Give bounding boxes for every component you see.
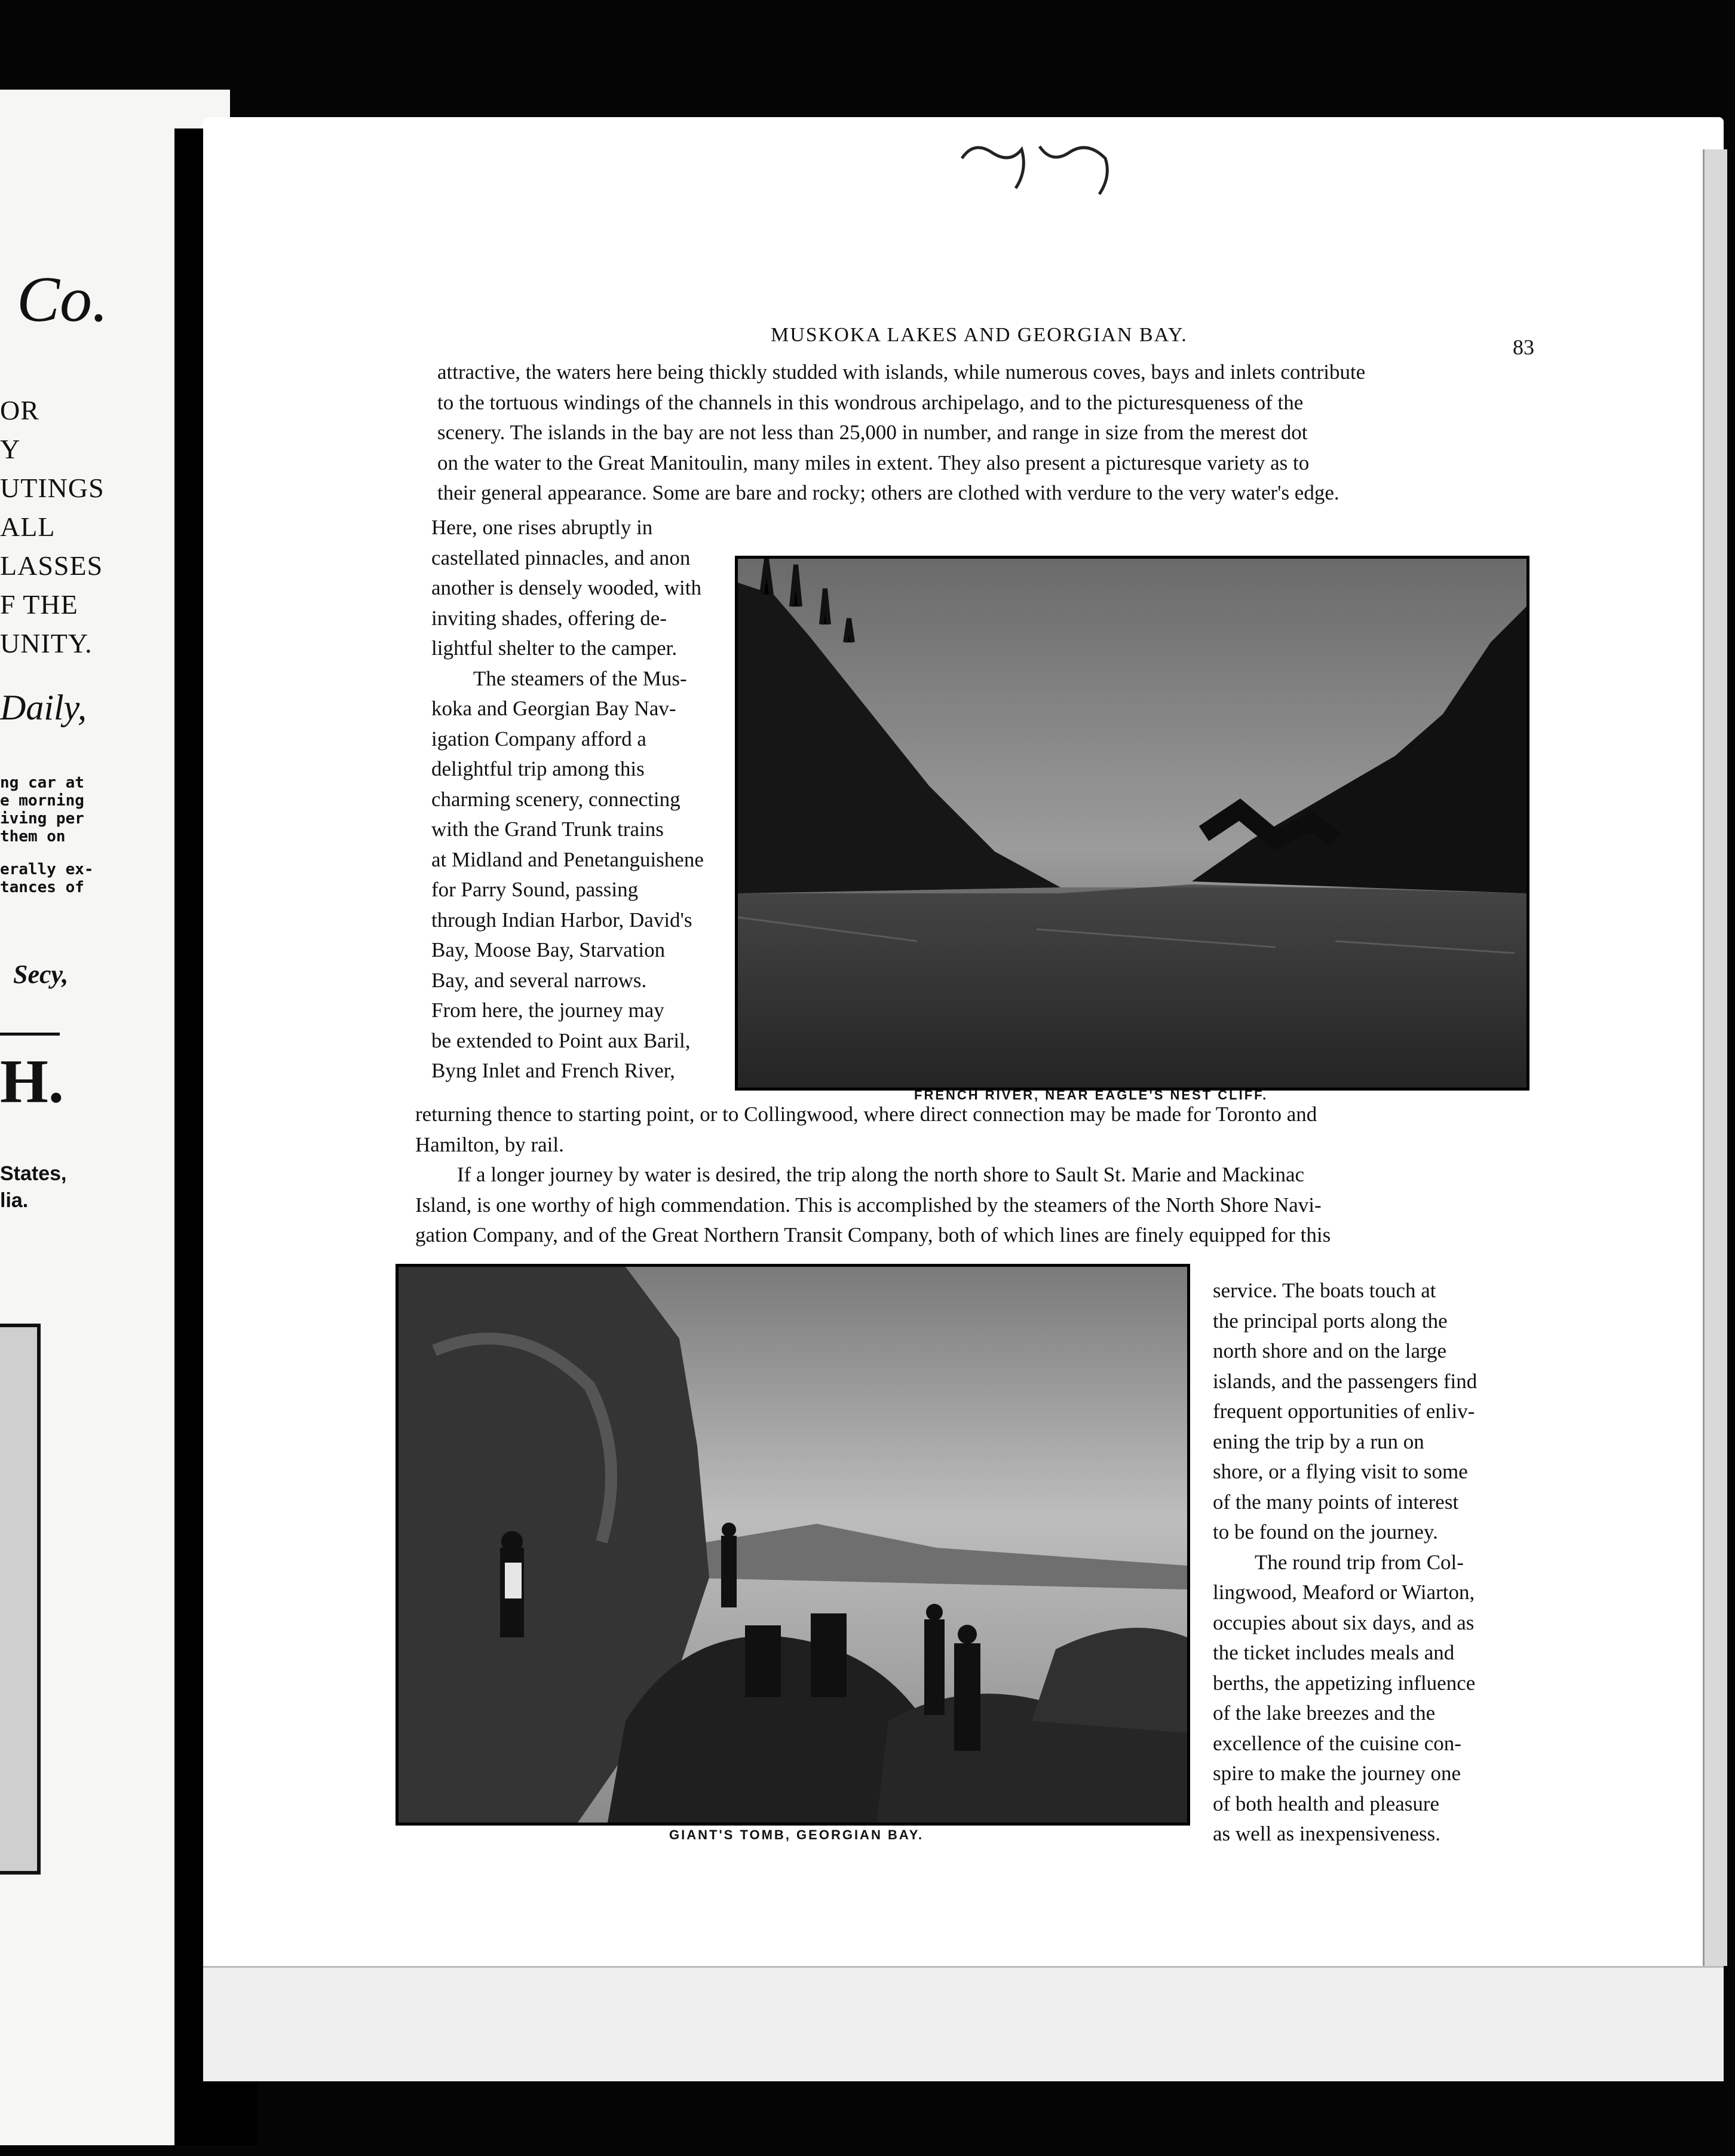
- text-line: at Midland and Penetanguishene: [431, 847, 704, 871]
- left-page-secy: Secy,: [13, 960, 69, 989]
- page-bottom-edge: [203, 1966, 1724, 2081]
- left-page-rule: [0, 1033, 60, 1036]
- text-line: of the lake breezes and the: [1213, 1701, 1436, 1725]
- running-header: MUSKOKA LAKES AND GEORGIAN BAY.: [771, 324, 1188, 346]
- text-line: with the Grand Trunk trains: [431, 817, 664, 841]
- text-line: igation Company afford a: [431, 727, 646, 751]
- left-page-line: Y: [0, 434, 21, 464]
- text-line: returning thence to starting point, or to Collingwood, where direct connection may be made for Toronto and: [415, 1102, 1317, 1126]
- text-line: From here, the journey may: [431, 999, 664, 1022]
- text-line: berths, the appetizing influence: [1213, 1671, 1476, 1695]
- left-page-daily: Daily,: [0, 688, 87, 727]
- text-line: charming scenery, connecting: [431, 787, 680, 811]
- caption-giants-tomb: GIANT'S TOMB, GEORGIAN BAY.: [669, 1827, 924, 1842]
- text-line: through Indian Harbor, David's: [431, 908, 692, 932]
- left-page-small-line: e morning: [0, 792, 84, 810]
- left-page-line: ALL: [0, 512, 56, 542]
- text-line: of both health and pleasure: [1213, 1791, 1440, 1815]
- text-line: lingwood, Meaford or Wiarton,: [1213, 1581, 1475, 1604]
- text-line: lightful shelter to the camper.: [431, 636, 678, 660]
- text-line: Hamilton, by rail.: [415, 1132, 564, 1156]
- middle-paragraph: [415, 1100, 1521, 1251]
- text-line: spire to make the journey one: [1213, 1762, 1461, 1785]
- left-page-big-letter: H.: [0, 1047, 64, 1116]
- text-line: be extended to Point aux Baril,: [431, 1028, 691, 1052]
- text-line: islands, and the passengers find: [1213, 1369, 1477, 1393]
- text-line: their general appearance. Some are bare and rocky; others are clothed with verdure to the very water's edge.: [437, 481, 1339, 504]
- text-line: gation Company, and of the Great Northern Transit Company, both of which lines are finely equipped for this: [415, 1223, 1331, 1247]
- text-line: excellence of the cuisine con-: [1213, 1731, 1461, 1755]
- text-line: koka and Georgian Bay Nav-: [431, 697, 676, 720]
- photo-french-river: [735, 556, 1529, 1091]
- text-line: castellated pinnacles, and anon: [431, 546, 691, 569]
- text-line: Bay, and several narrows.: [431, 968, 647, 992]
- text-line: If a longer journey by water is desired, the trip along the north shore to Sault St. Marie and Mackinac: [457, 1163, 1305, 1186]
- text-line: occupies about six days, and as: [1213, 1610, 1475, 1634]
- text-line: of the many points of interest: [1213, 1490, 1459, 1514]
- left-page-line: UNITY.: [0, 628, 93, 659]
- text-line: for Parry Sound, passing: [431, 878, 639, 901]
- right-column-text: [1213, 1276, 1515, 1849]
- left-page-bold-line: States,: [0, 1162, 67, 1185]
- torn-paper-mark: [950, 134, 1129, 206]
- text-line: shore, or a flying visit to some: [1213, 1460, 1468, 1483]
- text-line: Island, is one worthy of high commendation. This is accomplished by the steamers of the North Shore Navi-: [415, 1193, 1322, 1217]
- text-line: as well as inexpensiveness.: [1213, 1822, 1441, 1845]
- text-line: service. The boats touch at: [1213, 1279, 1436, 1302]
- left-page-small-line: erally ex-: [0, 860, 94, 878]
- left-page-image-fragment: [0, 1324, 41, 1875]
- page-number: 83: [1513, 335, 1534, 359]
- text-line: attractive, the waters here being thickly studded with islands, while numerous coves, bays and inlets contribute: [437, 360, 1366, 384]
- left-page-small-line: them on: [0, 828, 66, 846]
- text-line: to be found on the journey.: [1213, 1520, 1438, 1544]
- text-line: frequent opportunities of enliv-: [1213, 1399, 1475, 1423]
- left-page-line: OR: [0, 395, 39, 425]
- text-line: Byng Inlet and French River,: [431, 1059, 675, 1082]
- text-line: another is densely wooded, with: [431, 576, 701, 599]
- left-page-line: UTINGS: [0, 473, 105, 503]
- left-column-text: [431, 513, 717, 1086]
- text-line: Bay, Moose Bay, Starvation: [431, 938, 666, 961]
- text-line: the principal ports along the: [1213, 1309, 1448, 1333]
- page-edge-stack: [1703, 149, 1727, 1966]
- text-line: Here, one rises abruptly in: [431, 516, 653, 539]
- text-line: scenery. The islands in the bay are not less than 25,000 in number, and range in size from the merest dot: [437, 421, 1308, 444]
- text-line: The steamers of the Mus-: [473, 666, 687, 690]
- left-page-bold-line: lia.: [0, 1189, 29, 1212]
- left-page-small-line: iving per: [0, 810, 84, 828]
- text-line: inviting shades, offering de-: [431, 606, 667, 630]
- text-line: ening the trip by a run on: [1213, 1429, 1424, 1453]
- text-line: on the water to the Great Manitoulin, many miles in extent. They also present a picturesque variety as to: [437, 451, 1310, 474]
- intro-paragraph: [437, 357, 1540, 509]
- text-line: north shore and on the large: [1213, 1339, 1447, 1362]
- text-line: The round trip from Col-: [1255, 1550, 1464, 1574]
- left-page-line: LASSES: [0, 550, 103, 581]
- left-page-small-line: tances of: [0, 878, 84, 896]
- text-line: the ticket includes meals and: [1213, 1641, 1455, 1664]
- left-page-company: Co.: [17, 264, 109, 335]
- left-page-line: F THE: [0, 589, 78, 620]
- left-page-small-line: ng car at: [0, 774, 84, 792]
- photo-giants-tomb: [396, 1264, 1190, 1826]
- text-line: delightful trip among this: [431, 757, 645, 780]
- text-line: to the tortuous windings of the channels in this wondrous archipelago, and to the picturesqueness of the: [437, 390, 1304, 414]
- caption-french-river: FRENCH RIVER, NEAR EAGLE'S NEST CLIFF.: [914, 1088, 1268, 1102]
